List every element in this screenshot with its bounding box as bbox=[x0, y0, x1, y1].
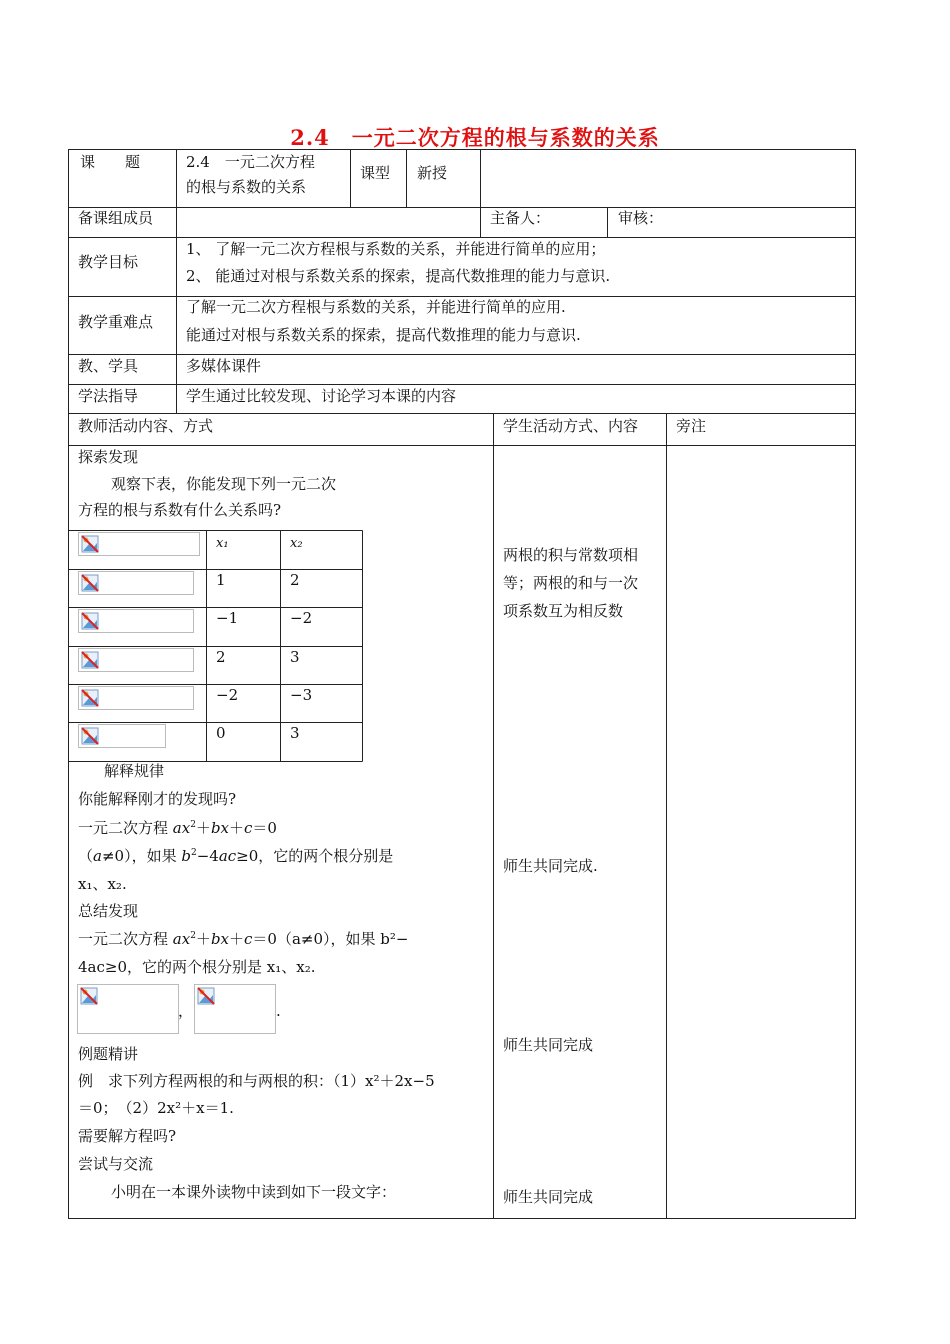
formula-comma: ， bbox=[178, 1002, 194, 1020]
student-note-1-line-3: 项系数互为相反数 bbox=[503, 602, 624, 620]
type-label: 课型 bbox=[360, 164, 391, 182]
try-line: 小明在一本课外读物中读到如下一段文字： bbox=[111, 1183, 397, 1201]
example-line-1: 例 求下列方程两根的和与两根的积：（1）x²＋2x−5 bbox=[78, 1072, 435, 1090]
col-student-header: 学生活动方式、内容 bbox=[503, 417, 639, 435]
tools-value: 多媒体课件 bbox=[186, 357, 262, 375]
roots-cell: −2 bbox=[216, 686, 239, 704]
summary-line-2: 4ac≥0，它的两个根分别是 x₁、x₂. bbox=[78, 958, 316, 976]
broken-image-icon bbox=[81, 727, 99, 745]
broken-image-icon bbox=[81, 612, 99, 630]
condition-line: （a≠0），如果 $b^2-4ac\ge 0$，它的两个根分别是 bbox=[78, 847, 394, 865]
reviewer-label: 审核： bbox=[618, 209, 664, 227]
roots-cell: −1 bbox=[216, 609, 239, 627]
roots-cell: 0 bbox=[216, 724, 226, 742]
equation-image bbox=[78, 724, 166, 748]
formula-period: . bbox=[276, 1002, 281, 1020]
equation-image bbox=[78, 686, 194, 710]
equation-image bbox=[78, 532, 200, 556]
example-heading: 例题精讲 bbox=[78, 1045, 139, 1063]
type-value: 新授 bbox=[417, 164, 448, 182]
broken-image-icon bbox=[80, 987, 98, 1005]
equation-image bbox=[78, 648, 194, 672]
example-question: 需要解方程吗? bbox=[78, 1127, 177, 1145]
broken-image-icon bbox=[81, 689, 99, 707]
try-heading: 尝试与交流 bbox=[78, 1155, 154, 1173]
page-title: 2.4 一元二次方程的根与系数的关系 bbox=[290, 125, 660, 150]
roots-cell: 1 bbox=[216, 571, 226, 589]
goal-2: 2、 能通过对根与系数关系的探索，提高代数推理的能力与意识. bbox=[186, 267, 611, 285]
goal-1: 1、 了解一元二次方程根与系数的关系，并能进行简单的应用； bbox=[186, 240, 606, 258]
summary-heading: 总结发现 bbox=[78, 902, 139, 920]
roots-cell: −2 bbox=[290, 609, 313, 627]
topic-label: 课 题 bbox=[80, 153, 141, 171]
keypoint-2: 能通过对根与系数关系的探索，提高代数推理的能力与意识. bbox=[186, 326, 581, 344]
explore-heading: 探索发现 bbox=[78, 448, 139, 466]
student-note-1-line-1: 两根的积与常数项相 bbox=[503, 546, 639, 564]
broken-image-icon bbox=[81, 535, 99, 553]
explain-heading: 解释规律 bbox=[104, 762, 165, 780]
broken-image-icon bbox=[81, 651, 99, 669]
col-notes-header: 旁注 bbox=[676, 417, 707, 435]
topic-value-line1: 2.4 一元二次方程 bbox=[186, 153, 315, 171]
example-line-2: ＝0； （2）2x²＋x＝1. bbox=[78, 1099, 234, 1117]
preparer-label: 主备人： bbox=[490, 209, 551, 227]
roots-cell: 3 bbox=[290, 724, 300, 742]
roots-line: x₁、x₂. bbox=[78, 875, 127, 893]
tools-label: 教、学具 bbox=[78, 357, 139, 375]
method-label: 学法指导 bbox=[78, 387, 139, 405]
members-label: 备课组成员 bbox=[78, 209, 154, 227]
broken-image-icon bbox=[197, 987, 215, 1005]
method-value: 学生通过比较发现、讨论学习本课的内容 bbox=[186, 387, 457, 405]
formula-image bbox=[77, 984, 179, 1034]
keypoints-label: 教学重难点 bbox=[78, 313, 154, 331]
student-note-3: 师生共同完成 bbox=[503, 1036, 594, 1054]
goals-label: 教学目标 bbox=[78, 253, 139, 271]
explain-question: 你能解释刚才的发现吗? bbox=[78, 790, 237, 808]
summary-equation-line: 一元二次方程 $ax^2+bx+c=0(a\ne 0)$，如果 b²− bbox=[78, 930, 409, 948]
keypoint-1: 了解一元二次方程根与系数的关系，并能进行简单的应用. bbox=[186, 298, 566, 316]
roots-header-x1: x₁ bbox=[216, 536, 229, 551]
roots-header-x2: x₂ bbox=[290, 536, 303, 551]
roots-cell: 2 bbox=[290, 571, 300, 589]
equation-image bbox=[78, 571, 194, 595]
student-note-2: 师生共同完成. bbox=[503, 857, 598, 875]
topic-value-line2: 的根与系数的关系 bbox=[186, 178, 307, 196]
explore-line-1: 观察下表，你能发现下列一元二次 bbox=[111, 475, 337, 493]
roots-cell: 2 bbox=[216, 648, 226, 666]
broken-image-icon bbox=[81, 574, 99, 592]
col-teacher-header: 教师活动内容、方式 bbox=[78, 417, 214, 435]
student-note-1-line-2: 等；两根的和与一次 bbox=[503, 574, 639, 592]
equation-line: 一元二次方程 $ax^2+bx+c=0$ bbox=[78, 819, 277, 837]
student-note-4: 师生共同完成 bbox=[503, 1188, 594, 1206]
equation-image bbox=[78, 609, 194, 633]
explore-line-2: 方程的根与系数有什么关系吗? bbox=[78, 501, 282, 519]
roots-cell: −3 bbox=[290, 686, 313, 704]
formula-image bbox=[194, 984, 276, 1034]
roots-cell: 3 bbox=[290, 648, 300, 666]
